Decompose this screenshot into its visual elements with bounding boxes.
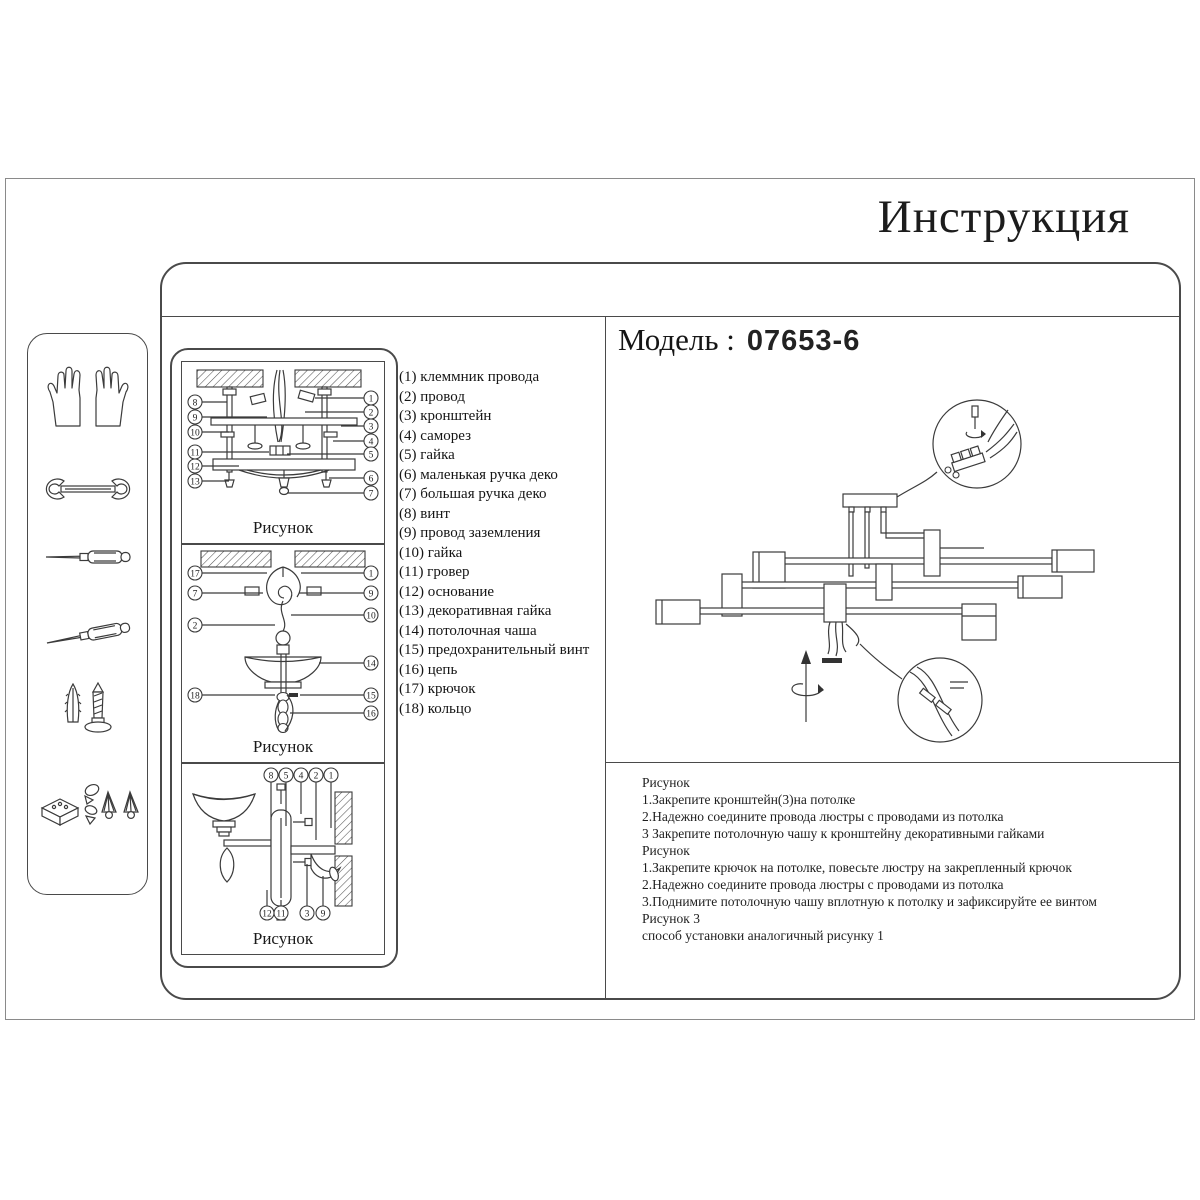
svg-text:2: 2 [368,408,374,419]
svg-text:3: 3 [304,909,310,920]
instruction-line: 3.Поднимите потолочную чашу вплотную к потолку и зафиксируйте ее винтом [642,894,1097,909]
model-line [618,322,860,358]
instruction-line: 1.Закрепите крючок на потолке, повесьте люстру на закрепленный крючок [642,860,1072,875]
figure-2-caption: Рисунок [252,737,314,756]
svg-text:12: 12 [262,909,272,920]
part-item: (9) провод заземления [399,525,541,541]
part-item: (11) гровер [399,564,470,580]
terminal-detail-circle [933,400,1021,488]
figure-1-panel [181,361,385,544]
figure-1-caption: Рисунок [252,518,314,537]
figure-2-panel [181,544,385,763]
instruction-line: Рисунок [642,775,690,790]
second-screwdriver-icon [40,608,136,652]
instruction-line: Рисунок 3 [642,911,700,926]
svg-text:3: 3 [368,422,374,433]
installation-instructions [642,774,1142,944]
svg-text:16: 16 [366,709,376,720]
instruction-line: 3 Закрепите потолочную чашу к кронштейну декоративными гайками [642,826,1045,841]
instructions-divider-line [606,762,1180,763]
part-item: (6) маленькая ручка деко [399,466,558,483]
lift-arrow [801,650,811,722]
svg-text:17: 17 [190,569,200,580]
ceiling-plate [843,494,897,512]
figure-3-panel [181,763,385,955]
svg-text:1: 1 [368,569,374,580]
part-item: (3) кронштейн [399,408,492,424]
part-item: (8) винт [399,505,450,522]
svg-text:14: 14 [366,659,376,670]
svg-text:1: 1 [368,394,374,405]
part-item: (1) клеммник провода [399,369,540,385]
instruction-line: 2.Надежно соедините провода люстры с проводами из потолка [642,809,1004,824]
hanging-wires [822,622,859,663]
header-divider-line [161,316,1180,317]
svg-text:12: 12 [190,462,200,473]
vertical-divider-line [605,316,606,999]
part-item: (17) крючок [399,681,476,697]
part-item: (14) потолочная чаша [399,622,537,639]
svg-text:15: 15 [366,691,376,702]
svg-text:8: 8 [192,398,198,409]
part-item: (10) гайка [399,544,463,561]
part-item: (7) большая ручка деко [399,486,547,502]
svg-text:8: 8 [268,771,274,782]
wrench-icon [40,474,136,504]
flat-screwdriver-icon [40,546,136,568]
instruction-line: 2.Надежно соедините провода люстры с проводами из потолка [642,877,1004,892]
parts-list [399,368,597,719]
svg-text:9: 9 [320,909,326,920]
gloves-icon [40,362,136,432]
svg-text:10: 10 [190,428,200,439]
svg-text:5: 5 [283,771,289,782]
svg-text:2: 2 [313,771,319,782]
svg-text:10: 10 [366,611,376,622]
page-title: Инструкция [877,191,1130,243]
figure-3-caption: Рисунок [252,929,314,948]
rotate-arrow [792,684,824,696]
instruction-line: Рисунок [642,843,690,858]
svg-text:6: 6 [368,474,374,485]
part-item: (13) декоративная гайка [399,603,552,619]
instruction-line: 1.Закрепите кронштейн(3)на потолке [642,792,856,807]
assembly-diagram [610,382,1180,760]
wall-anchor-and-screw-icon [40,678,136,738]
svg-text:4: 4 [368,437,374,448]
figure-2-drawing [183,545,383,733]
svg-text:18: 18 [190,691,200,702]
svg-text:11: 11 [276,909,286,920]
model-number: 07653-6 [746,325,861,357]
figure-1-drawing [183,362,383,510]
toolbox-panel [27,333,148,895]
svg-text:5: 5 [368,450,374,461]
part-item: (4) саморез [399,427,471,444]
svg-text:9: 9 [192,413,198,424]
svg-text:13: 13 [190,477,200,488]
part-item: (2) провод [399,388,465,405]
svg-text:7: 7 [368,489,374,500]
mounting-hardware-icon [36,778,140,832]
svg-text:9: 9 [368,589,374,600]
instruction-line: способ установки аналогичный рисунку 1 [642,928,884,943]
part-item: (15) предохранительный винт [399,642,590,658]
part-item: (12) основание [399,583,495,600]
wire-splice-detail-circle [898,658,982,742]
svg-text:1: 1 [328,771,334,782]
part-item: (18) кольцо [399,700,472,717]
svg-text:4: 4 [298,771,304,782]
figure-3-drawing [183,764,383,924]
svg-text:7: 7 [192,589,198,600]
part-item: (5) гайка [399,447,455,463]
svg-text:2: 2 [192,621,198,632]
model-label: Модель : [618,322,735,357]
part-item: (16) цепь [399,661,458,678]
svg-text:11: 11 [190,448,200,459]
